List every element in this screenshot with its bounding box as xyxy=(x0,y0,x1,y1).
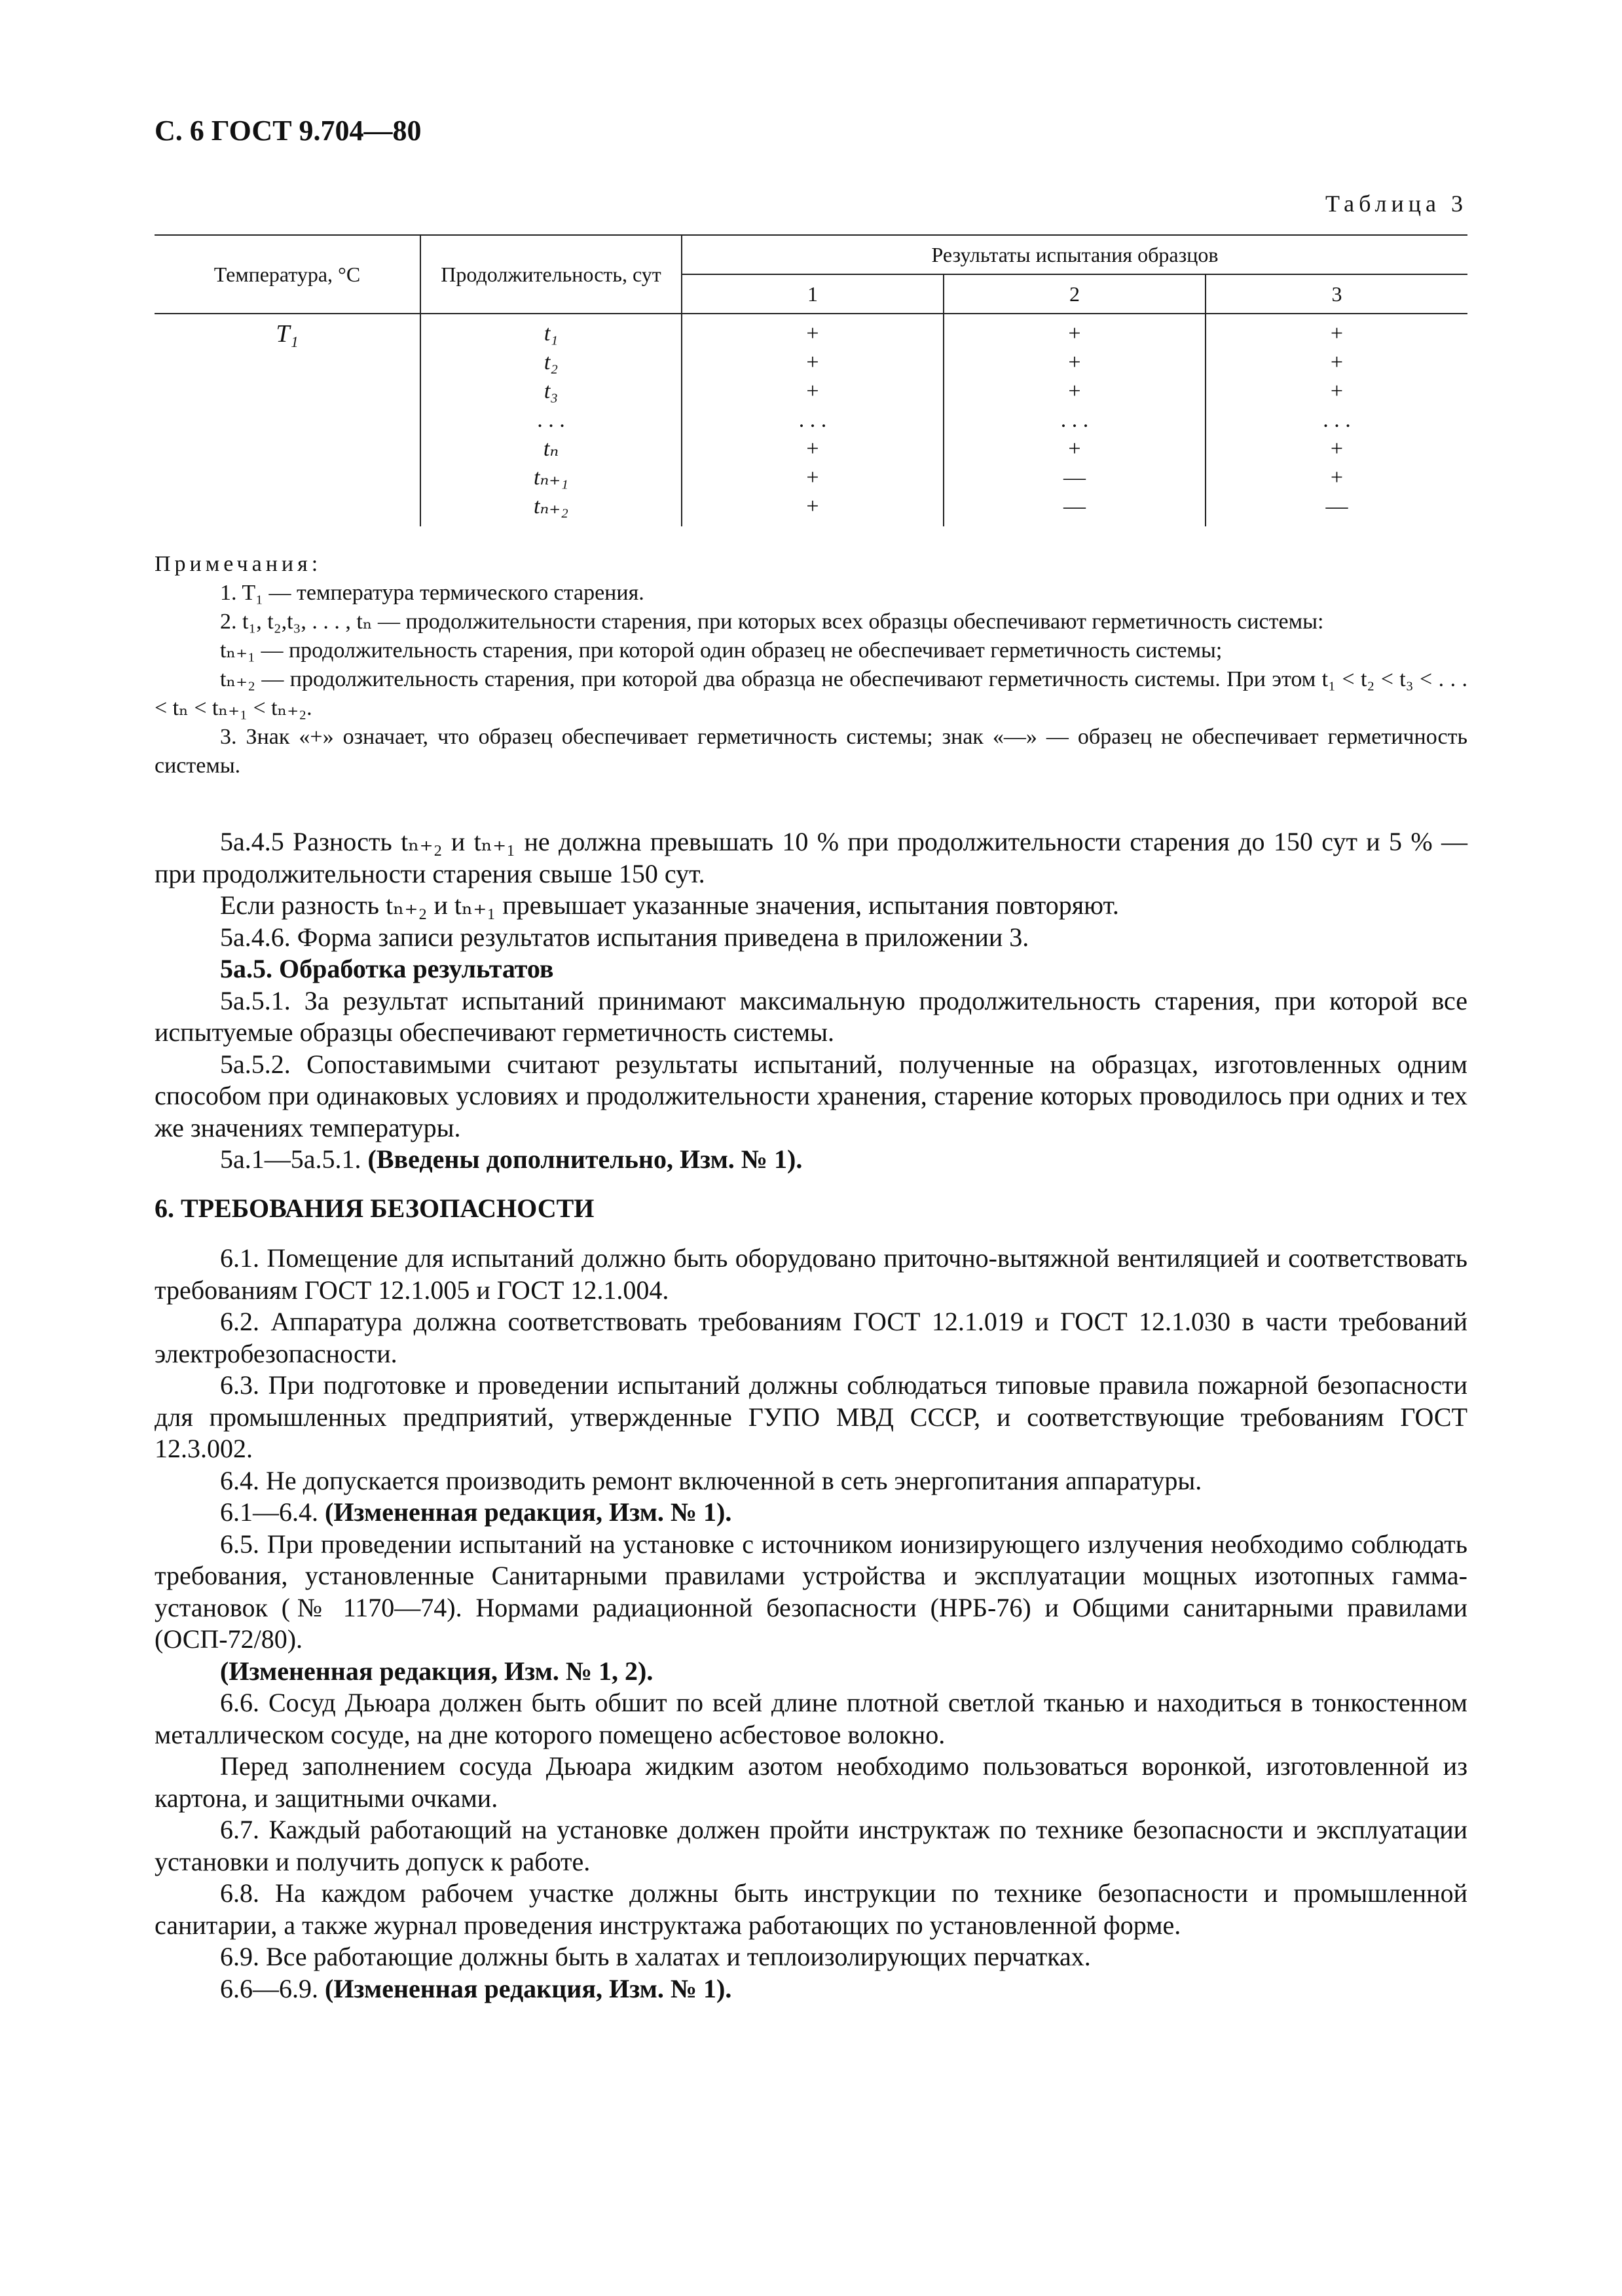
result-mark: + xyxy=(806,465,819,490)
result-mark: + xyxy=(1330,465,1344,490)
paragraph-5a52: 5а.5.2. Сопоставимыми считают результаты испытаний, полученные на образцах, изготовленных одним способом при одинаковых условиях и продолжительности хранения, старение которых проводилось при одних и тех же значениях температуры. xyxy=(155,1049,1467,1142)
col-duration-header: Продолжительность, сут xyxy=(420,235,682,314)
paragraph-6-6b: Перед заполнением сосуда Дьюара жидким азотом необходимо пользоваться воронкой, изготовленной из картона, и защитными очками. xyxy=(155,1751,1467,1813)
table-notes xyxy=(155,550,1467,780)
revision-text: (Измененная редакция, Изм. № 1). xyxy=(325,1497,732,1527)
result-mark: . . . xyxy=(1323,408,1351,432)
sample-2-header: 2 xyxy=(944,274,1206,314)
page-header: С. 6 ГОСТ 9.704—80 xyxy=(155,115,422,147)
paragraph-6-2: 6.2. Аппаратура должна соответствовать требованиям ГОСТ 12.1.019 и ГОСТ 12.1.030 в части требований электробезопасности. xyxy=(155,1307,1467,1368)
sample-1-header: 1 xyxy=(682,274,944,314)
col-temperature-header: Температура, °С xyxy=(155,235,420,314)
result-mark: + xyxy=(1068,321,1081,346)
revision-text: (Введены дополнительно, Изм. № 1). xyxy=(367,1144,803,1174)
revision-note-4 xyxy=(155,1973,1467,2005)
temperature-value: T₁ xyxy=(276,320,299,348)
duration-item: tₙ xyxy=(543,437,559,461)
result-mark: + xyxy=(806,321,819,346)
duration-item: tₙ₊₁ xyxy=(534,465,568,490)
result-mark: + xyxy=(806,494,819,519)
section-6-title: 6. ТРЕБОВАНИЯ БЕЗОПАСНОСТИ xyxy=(155,1193,595,1223)
duration-item: . . . xyxy=(537,408,565,432)
result-mark: + xyxy=(1068,437,1081,461)
sample-3-header: 3 xyxy=(1206,274,1467,314)
paragraph-6-6: 6.6. Сосуд Дьюара должен быть обшит по всей длине плотной светлой тканью и находиться в тонкостенном металлическом сосуде, на дне которого помещено асбестовое волокно. xyxy=(155,1688,1467,1749)
result-mark: + xyxy=(806,350,819,374)
revision-note-1 xyxy=(155,1144,1467,1176)
revision-prefix: 6.1—6.4. xyxy=(220,1497,318,1527)
result-mark: — xyxy=(1063,465,1086,490)
revision-note-2 xyxy=(155,1497,1467,1529)
revision-note-3: (Измененная редакция, Изм. № 1, 2). xyxy=(220,1656,654,1686)
result-mark: + xyxy=(806,379,819,403)
paragraph-6-3: 6.3. При подготовке и проведении испытаний должны соблюдаться типовые правила пожарной безопасности для промышленных предприятий, утвержденные ГУПО МВД СССР, и соответствующие требованиям ГОСТ 12.3.002. xyxy=(155,1370,1467,1463)
sample-2-results xyxy=(944,314,1206,526)
note-2 xyxy=(155,608,1467,636)
paragraph-6-8: 6.8. На каждом рабочем участке должны быть инструкции по технике безопасности и промышленной санитарии, а также журнал проведения инструктажа работающих по установленной форме. xyxy=(155,1878,1467,1940)
paragraph-6-7: 6.7. Каждый работающий на установке должен пройти инструктаж по технике безопасности и эксплуатации установки и получить допуск к работе. xyxy=(155,1815,1467,1876)
notes-title: Примечания: xyxy=(155,552,322,576)
result-mark: + xyxy=(1330,379,1344,403)
table-row xyxy=(155,314,1467,526)
paragraph-6-4: 6.4. Не допускается производить ремонт включенной в сеть энергопитания аппаратуры. xyxy=(220,1465,1202,1495)
note-3: 3. Знак «+» означает, что образец обеспечивает герметичность системы; знак «—» — образец не обеспечивает герметичность системы. xyxy=(155,725,1467,778)
paragraph-5a51: 5а.5.1. За результат испытаний принимают максимальную продолжительность старения, при которой все испытуемые образцы обеспечивают герметичность системы. xyxy=(155,985,1467,1047)
duration-item: t₃ xyxy=(544,379,559,403)
paragraph-5a45b: Если разность tₙ₊₂ и tₙ₊₁ превышает указанные значения, испытания повторяют. xyxy=(220,890,1119,920)
durations-cell xyxy=(420,314,682,526)
document-body xyxy=(155,826,1467,2005)
duration-item: tₙ₊₂ xyxy=(534,494,568,519)
sample-1-results xyxy=(682,314,944,526)
revision-text: (Измененная редакция, Изм. № 1). xyxy=(325,1973,732,2003)
result-mark: + xyxy=(806,437,819,461)
revision-prefix: 6.6—6.9. xyxy=(220,1973,318,2003)
result-mark: + xyxy=(1068,379,1081,403)
results-table-wrapper xyxy=(155,234,1467,526)
sample-3-results xyxy=(1206,314,1467,526)
note-1: 1. T₁ — температура термического старения. xyxy=(220,581,644,605)
note-2-text: 2. t₁, t₂,t₃, . . . , tₙ — продолжительности старения, при которых всех образцы обеспечивают герметичность системы: xyxy=(220,610,1324,634)
heading-5a5: 5а.5. Обработка результатов xyxy=(220,954,554,983)
table-caption: Таблица 3 xyxy=(1325,191,1467,217)
result-mark: + xyxy=(1330,321,1344,346)
paragraph-5a45: 5а.4.5 Разность tₙ₊₂ и tₙ₊₁ не должна превышать 10 % при продолжительности старения до 150 сут и 5 % — при продолжительности старения свыше 150 сут. xyxy=(155,827,1467,888)
paragraph-6-1: 6.1. Помещение для испытаний должно быть оборудовано приточно-вытяжной вентиляцией и соответствовать требованиям ГОСТ 12.1.005 и ГОСТ 12.1.004. xyxy=(155,1243,1467,1305)
result-mark: . . . xyxy=(1060,408,1089,432)
paragraph-6-9: 6.9. Все работающие должны быть в халатах и теплоизолирующих перчатках. xyxy=(220,1942,1091,1971)
result-mark: — xyxy=(1325,494,1348,519)
paragraph-5a46: 5а.4.6. Форма записи результатов испытания приведена в приложении 3. xyxy=(220,922,1029,952)
result-mark: . . . xyxy=(798,408,827,432)
result-mark: — xyxy=(1063,494,1086,519)
result-mark: + xyxy=(1068,350,1081,374)
note-2b: tₙ₊₂ — продолжительность старения, при которой два образца не обеспечивают герметичность системы. При этом t₁ < t₂ < t₃ < . . . < tₙ < tₙ₊₁ < tₙ₊₂. xyxy=(155,667,1467,720)
paragraph-6-5: 6.5. При проведении испытаний на установке с источником ионизирующего излучения необходимо соблюдать требования, установленные Санитарными правилами устройства и эксплуатации мощных изотопных гамма-установок (№ 1170—74). Нормами радиационной безопасности (НРБ-76) и Общими санитарными правилами (ОСП-72/80). xyxy=(155,1529,1467,1654)
result-mark: + xyxy=(1330,350,1344,374)
duration-item: t₂ xyxy=(544,350,559,374)
result-mark: + xyxy=(1330,437,1344,461)
col-results-header: Результаты испытания образцов xyxy=(682,235,1467,274)
duration-item: t₁ xyxy=(544,321,559,346)
revision-prefix: 5а.1—5а.5.1. xyxy=(220,1144,361,1174)
results-table xyxy=(155,234,1467,526)
note-2a: tₙ₊₁ — продолжительность старения, при которой один образец не обеспечивает герметичность системы; xyxy=(220,638,1223,663)
